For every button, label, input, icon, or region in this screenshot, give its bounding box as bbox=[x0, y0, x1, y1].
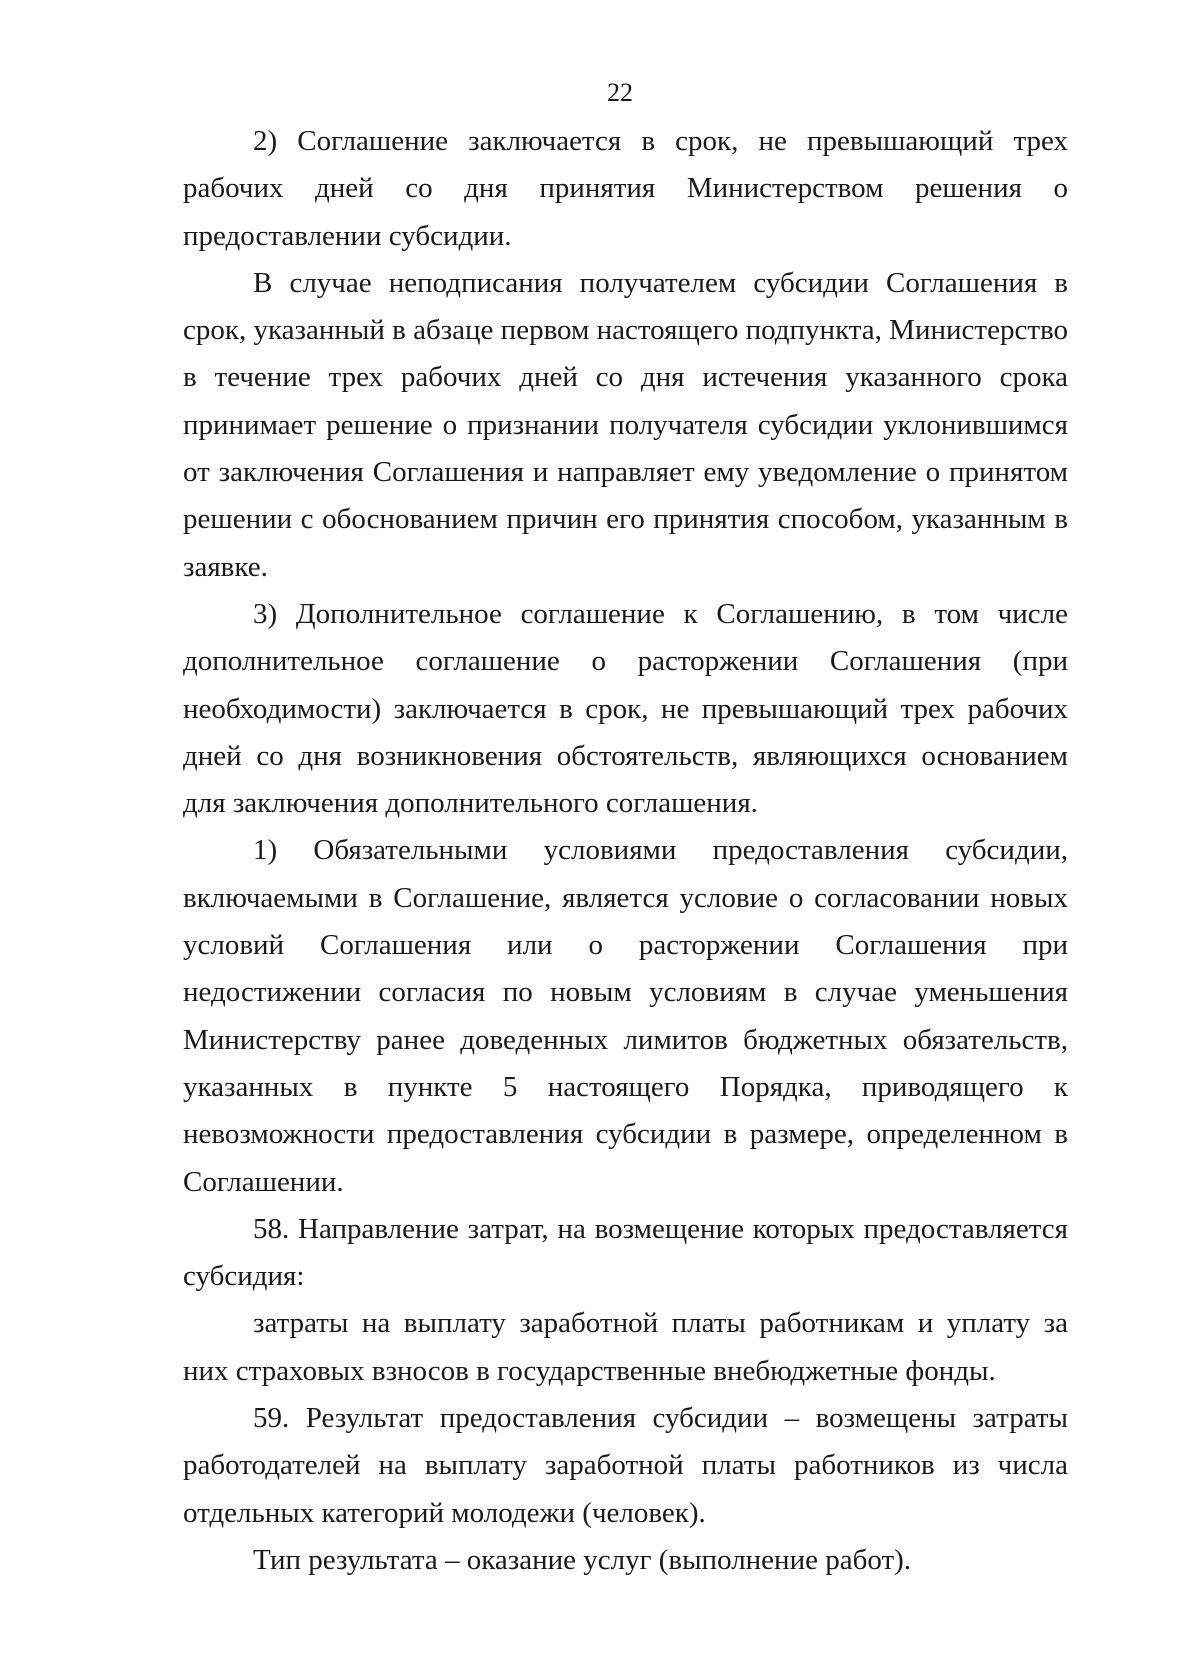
paragraph-unsigned-agreement: В случае неподписания получателем субсидии Соглашения в срок, указанный в абзаце первом настоящего подпункта, Министерство в течение трех рабочих дней со дня истечения указанного срока принимает решение о признании получателя субсидии уклонившимся от заключения Соглашения и направляет ему уведомление о принятом решении с обоснованием причин его принятия способом, указанным в заявке. bbox=[183, 266, 1068, 583]
paragraph-mandatory-conditions: 1) Обязательными условиями предоставления субсидии, включаемыми в Соглашение, является условие о согласовании новых условий Соглашения или о расторжении Соглашения при недостижении согласия по новым условиям в случае уменьшения Министерству ранее доведенных лимитов бюджетных обязательств, указанных в пункте 5 настоящего Порядка, приводящего к невозможности предоставления субсидии в размере, определенном в Соглашении. bbox=[183, 834, 1068, 1198]
page-number: 22 bbox=[607, 78, 633, 107]
paragraph-item-58: 58. Направление затрат, на возмещение которых предоставляется субсидия: bbox=[183, 1212, 1068, 1293]
paragraph-clause-3: 3) Дополнительное соглашение к Соглашению, в том числе дополнительное соглашение о расторжении Соглашения (при необходимости) заключается в срок, не превышающий трех рабочих дней со дня возникновения обстоятельств, являющихся основанием для заключения дополнительного соглашения. bbox=[183, 597, 1068, 820]
paragraph-item-59: 59. Результат предоставления субсидии – возмещены затраты работодателей на выплату заработной платы работников из числа отдельных категорий молодежи (человек). bbox=[183, 1402, 1068, 1529]
paragraph-costs: затраты на выплату заработной платы работникам и уплату за них страховых взносов в государственные внебюджетные фонды. bbox=[183, 1307, 1068, 1387]
document-body bbox=[183, 118, 1068, 1584]
paragraph-result-type: Тип результата – оказание услуг (выполнение работ). bbox=[253, 1543, 912, 1576]
paragraph-clause-2: 2) Соглашение заключается в срок, не превышающий трех рабочих дней со дня принятия Министерством решения о предоставлении субсидии. bbox=[183, 125, 1068, 252]
